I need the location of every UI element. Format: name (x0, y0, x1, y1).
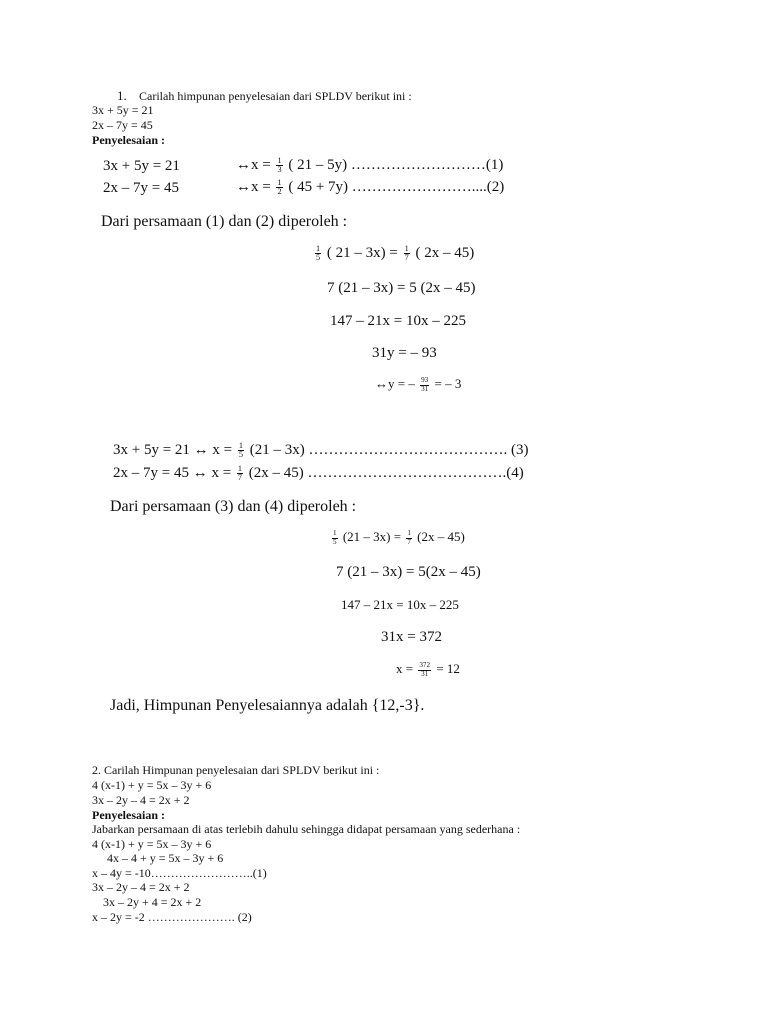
problem-2-equation-2: 3x – 2y – 4 = 2x + 2 (92, 793, 190, 807)
calc1-line-5: ↔y = – $\frac{93}{31}$ = – 3 (375, 376, 462, 393)
problem-1-equation-2: 2x – 7y = 45 (92, 118, 153, 132)
problem-2-equation-1: 4 (x-1) + y = 5x – 3y + 6 (92, 778, 212, 792)
derive-1-text: Dari persamaan (1) dan (2) diperoleh : (101, 213, 348, 230)
calc2-line-1: $\frac{1}{5}$ (21 – 3x) = $\frac{1}{7}$ (2x – 45) (333, 529, 465, 546)
calc1-line-4: 31y = – 93 (372, 345, 437, 361)
problem-2-instruction: Jabarkan persamaan di atas terlebih dahulu sehingga didapat persamaan yang sederhana : (92, 822, 521, 836)
derive-2-text: Dari persamaan (3) dan (4) diperoleh : (110, 498, 357, 515)
step1-equation-a-right (236, 157, 503, 175)
calc2-l1-fraction-b: $\frac{1}{7}$ (407, 529, 411, 546)
calc1-l1-fraction-a: $\frac{1}{5}$ (316, 244, 321, 263)
calc1-line-2: 7 (21 – 3x) = 5 (2x – 45) (327, 280, 476, 296)
problem-2-line-5: 3x – 2y + 4 = 2x + 2 (103, 895, 202, 909)
step1-b-fraction: $\frac{1}{2}$ (277, 178, 282, 197)
problem-2-line-2: 4x – 4 + y = 5x – 3y + 6 (107, 851, 224, 865)
calc2-line-2: 7 (21 – 3x) = 5(2x – 45) (336, 564, 481, 580)
problem-2-line-3: x – 4y = -10……………………..(1) (92, 866, 267, 880)
problem-1-number: 1. (117, 88, 127, 103)
step1-equation-b-left: 2x – 7y = 45 (103, 180, 179, 196)
problem-2-solution-label: Penyelesaian : (92, 808, 165, 822)
problem-1-equation-1: 3x + 5y = 21 (92, 103, 154, 117)
problem-1-solution-label: Penyelesaian : (92, 133, 165, 147)
calc1-l5-fraction: $\frac{93}{31}$ (421, 376, 429, 393)
problem-1-conclusion: Jadi, Himpunan Penyelesaiannya adalah {12,-3}. (110, 697, 425, 714)
problem-2-line-6: x – 2y = -2 …………………. (2) (92, 910, 252, 924)
calc2-l5-fraction: $\frac{372}{31}$ (419, 661, 431, 678)
problem-1-question: Carilah himpunan penyelesaian dari SPLDV berikut ini : (139, 89, 412, 103)
step2-a-fraction: $\frac{1}{5}$ (238, 441, 244, 460)
calc1-l1-fraction-b: $\frac{1}{7}$ (404, 244, 409, 263)
problem-2-line-1: 4 (x-1) + y = 5x – 3y + 6 (92, 837, 212, 851)
step1-a-arrow-text: ↔x = (236, 157, 271, 174)
step1-b-arrow-text: ↔x = (236, 179, 271, 196)
step1-b-rest: ( 45 + 7y) ……………………....(2) (288, 179, 505, 196)
problem-2-line-4: 3x – 2y – 4 = 2x + 2 (92, 880, 190, 894)
calc2-line-3: 147 – 21x = 10x – 225 (341, 597, 459, 612)
calc2-line-4: 31x = 372 (381, 629, 442, 645)
step1-equation-a-left: 3x + 5y = 21 (103, 158, 180, 174)
step1-a-rest: ( 21 – 5y) ………………………(1) (288, 157, 504, 174)
calc2-line-5: x = $\frac{372}{31}$ = 12 (396, 661, 460, 678)
step2-b-fraction: $\frac{1}{7}$ (237, 464, 243, 483)
step1-equation-b-right (236, 179, 504, 197)
calc2-l1-fraction-a: $\frac{1}{5}$ (333, 529, 337, 546)
calc1-line-3: 147 – 21x = 10x – 225 (330, 313, 466, 329)
step1-a-fraction: $\frac{1}{3}$ (277, 156, 282, 175)
calc1-line-1: $\frac{1}{5}$ ( 21 – 3x) = $\frac{1}{7}$ ( 2x – 45) (316, 244, 475, 263)
problem-2-question: 2. Carilah Himpunan penyelesaian dari SPLDV berikut ini : (92, 763, 380, 777)
step2-equation-b: 2x – 7y = 45 ↔ x = $\frac{1}{7}$ (2x – 45) ………………………………….(4) (113, 464, 524, 483)
step2-equation-a: 3x + 5y = 21 ↔ x = $\frac{1}{5}$ (21 – 3x) …………………………………. (3) (113, 441, 529, 460)
